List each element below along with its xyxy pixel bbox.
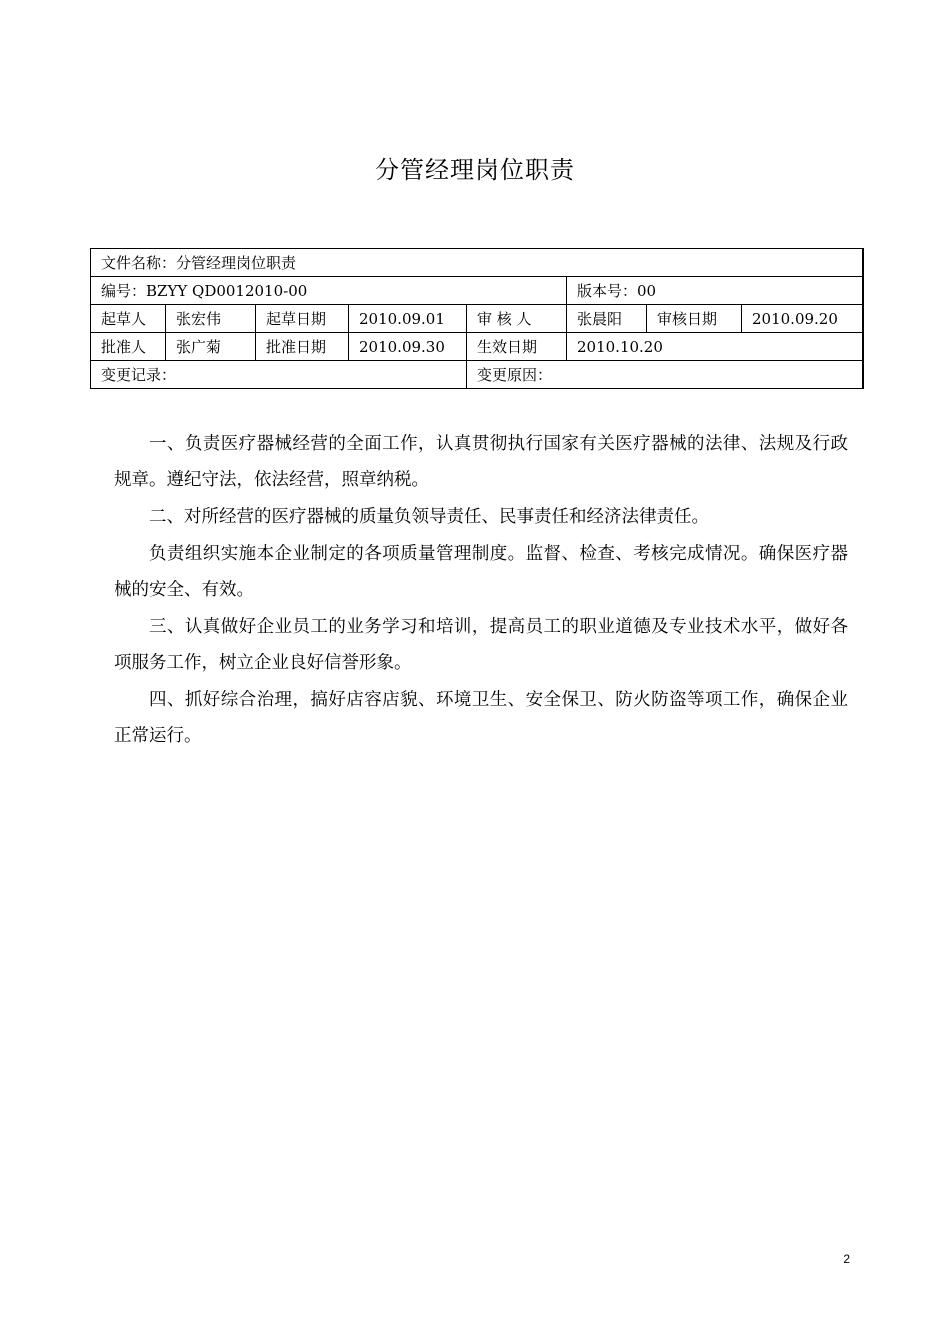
paragraph: 负责组织实施本企业制定的各项质量管理制度。监督、检查、考核完成情况。确保医疗器械的安全、有效。 <box>114 544 848 600</box>
paragraph: 三、认真做好企业员工的业务学习和培训，提高员工的职业道德及专业技术水平，做好各项服务工作，树立企业良好信誉形象。 <box>114 617 848 673</box>
approve-date-value: 2010.09.30 <box>349 333 467 361</box>
effective-date-value: 2010.10.20 <box>567 333 863 361</box>
review-date-label: 审核日期 <box>647 305 742 333</box>
document-code-cell: 编号：BZYY QD0012010-00 <box>91 277 567 305</box>
drafter-value: 张宏伟 <box>166 305 256 333</box>
table-row <box>91 249 863 277</box>
draft-date-label: 起草日期 <box>256 305 349 333</box>
effective-date-label: 生效日期 <box>467 333 567 361</box>
approver-label: 批准人 <box>91 333 166 361</box>
approver-value: 张广菊 <box>166 333 256 361</box>
reviewer-value: 张晨阳 <box>567 305 647 333</box>
paragraph: 二、对所经营的医疗器械的质量负领导责任、民事责任和经济法律责任。 <box>149 507 709 527</box>
table-row <box>91 333 863 361</box>
paragraph: 四、抓好综合治理，搞好店容店貌、环境卫生、安全保卫、防火防盗等项工作，确保企业正常运行。 <box>114 690 848 746</box>
document-title: 分管经理岗位职责 <box>375 156 575 184</box>
approve-date-label: 批准日期 <box>256 333 349 361</box>
reviewer-label: 审 核 人 <box>467 305 567 333</box>
document-info-table <box>90 248 864 389</box>
draft-date-value: 2010.09.01 <box>349 305 467 333</box>
page-number: 2 <box>843 1252 850 1266</box>
change-reason-cell: 变更原因： <box>467 361 863 389</box>
file-name-cell: 文件名称：分管经理岗位职责 <box>91 249 863 277</box>
table-row <box>91 361 863 389</box>
table-row <box>91 305 863 333</box>
document-body <box>114 426 848 755</box>
drafter-label: 起草人 <box>91 305 166 333</box>
table-row <box>91 277 863 305</box>
change-record-cell: 变更记录： <box>91 361 467 389</box>
paragraph: 一、负责医疗器械经营的全面工作，认真贯彻执行国家有关医疗器械的法律、法规及行政规章。遵纪守法，依法经营，照章纳税。 <box>114 434 848 490</box>
review-date-value: 2010.09.20 <box>742 305 863 333</box>
version-cell: 版本号：00 <box>567 277 863 305</box>
